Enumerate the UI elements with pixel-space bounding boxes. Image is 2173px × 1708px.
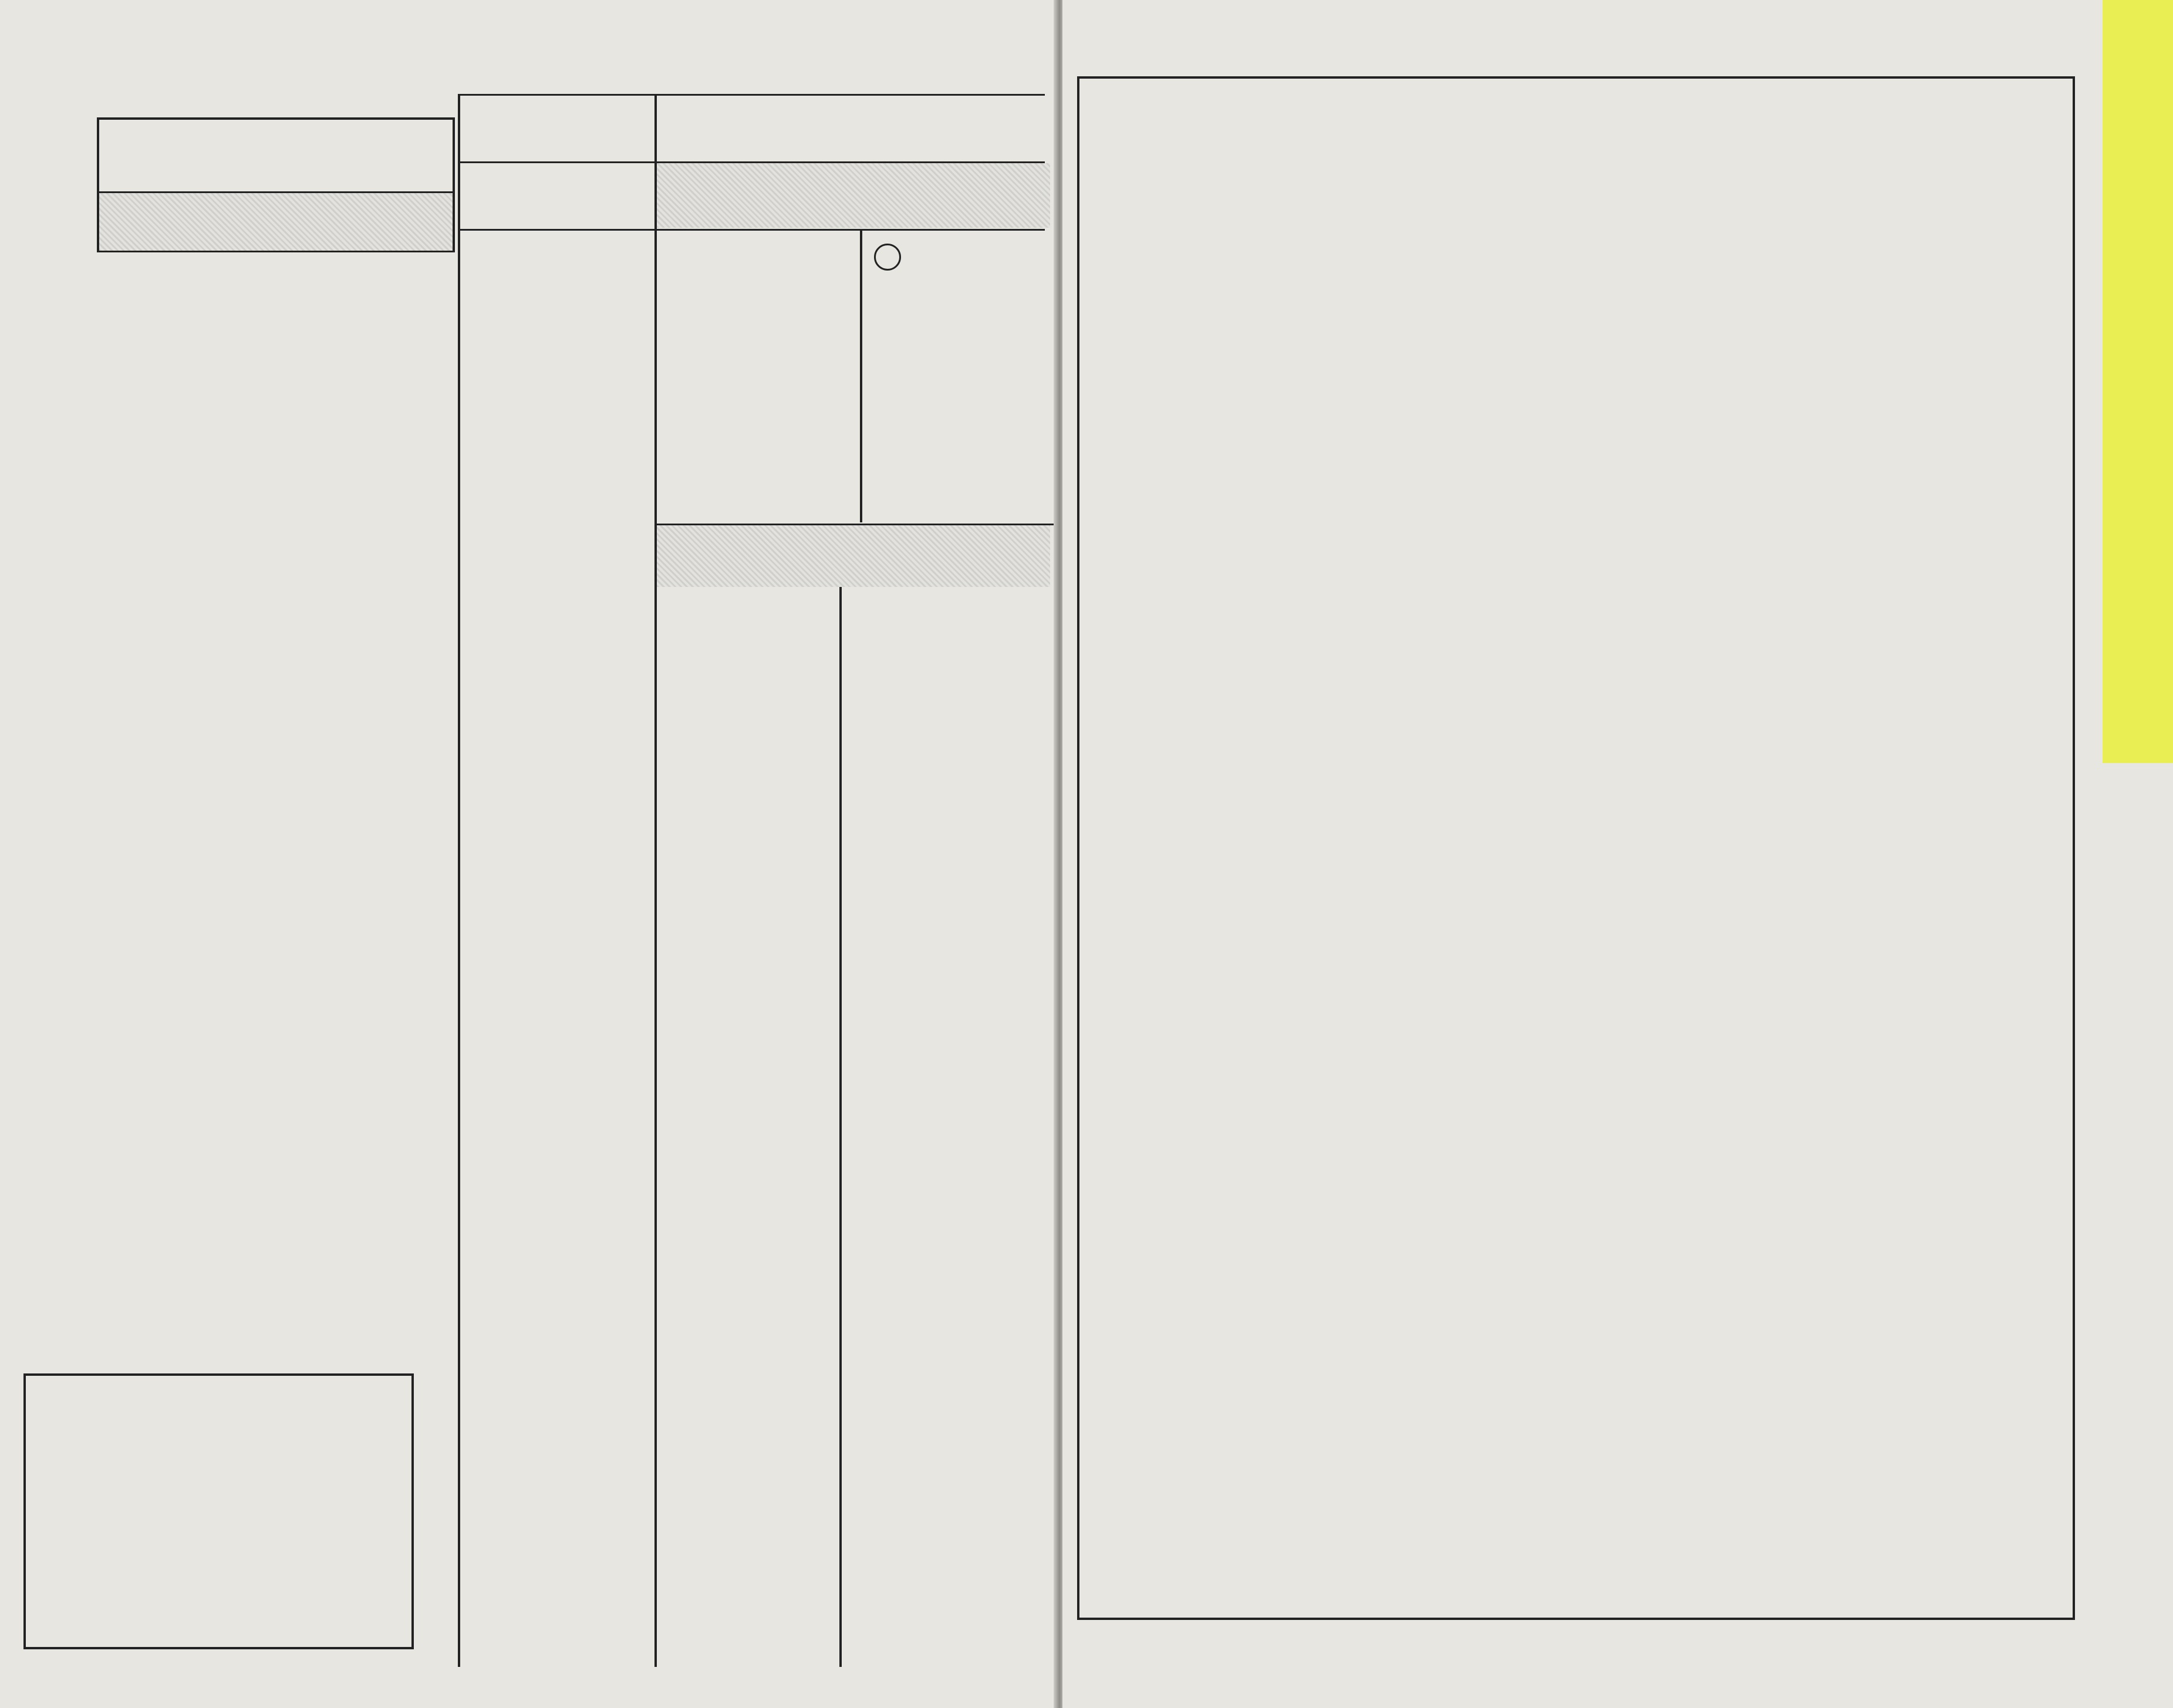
monday-priority [872,244,913,274]
worksheet-title-box [97,117,455,252]
priority-number [874,244,901,271]
sharpen-the-saw-box [23,1373,414,1649]
left-page [0,0,1057,1708]
sticky-note [2103,0,2173,763]
right-page [1062,0,2173,1708]
right-grid [1077,76,2075,1620]
